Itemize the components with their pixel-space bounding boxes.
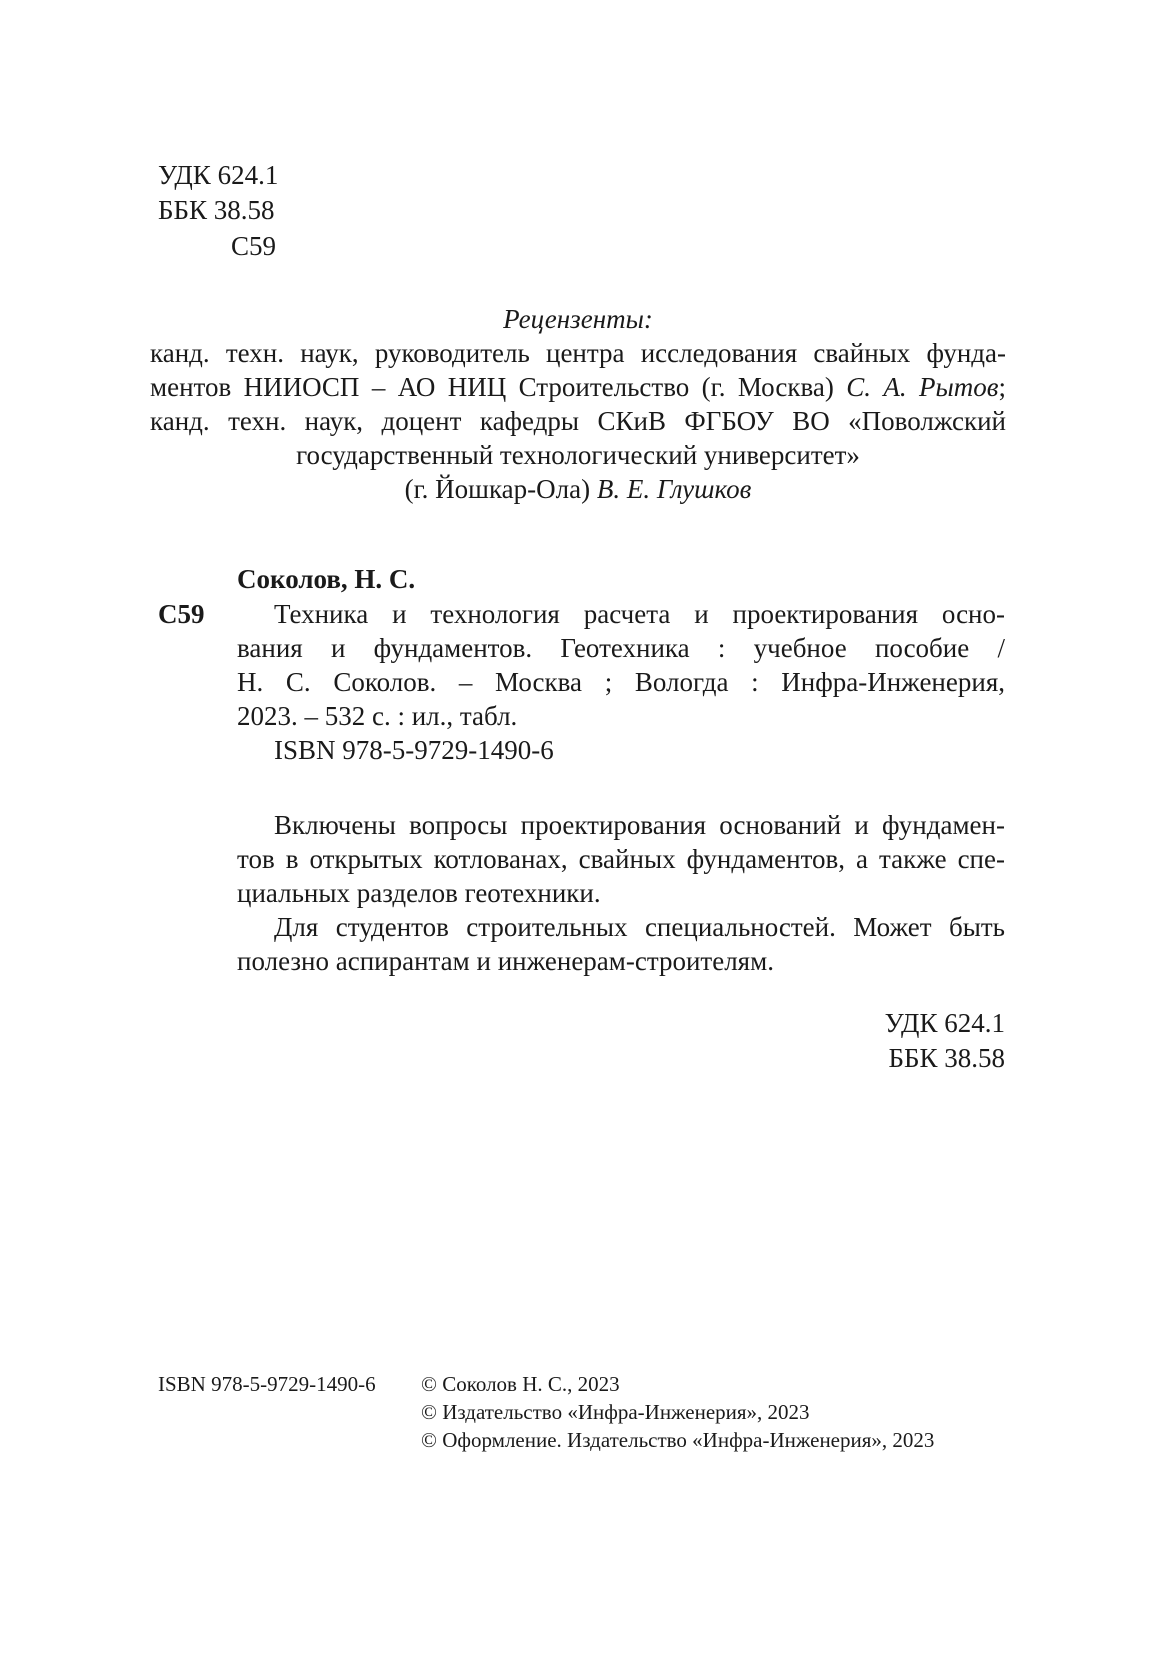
reviewer-line-5	[150, 472, 1006, 506]
annotation-line-2: тов в открытых котлованах, свайных фундаментов, а также спе-	[237, 844, 1005, 874]
record-line-1: Техника и технология расчета и проектирования осно-	[274, 599, 1005, 629]
record-line-2: вания и фундаментов. Геотехника : учебное пособие /	[237, 633, 1005, 663]
record-line-4: 2023. – 532 с. : ил., табл.	[237, 701, 518, 731]
reviewer-1-affiliation: ментов НИИОСП – АО НИЦ Строительство (г. Москва)	[150, 372, 847, 402]
reviewer-2-city: (г. Йошкар-Ола)	[404, 474, 597, 504]
record-description	[237, 597, 1005, 767]
reviewer-1-separator: ;	[998, 372, 1006, 402]
copyright-author: © Соколов Н. С., 2023	[421, 1372, 620, 1396]
copyright-publisher: © Издательство «Инфра-Инженерия», 2023	[421, 1400, 810, 1424]
reviewer-line-4: государственный технологический университет»	[296, 440, 860, 470]
reviewers-block	[150, 302, 1006, 506]
author-mark-top: С59	[231, 231, 277, 261]
annotation-block	[237, 808, 1005, 978]
copyright-isbn: ISBN 978-5-9729-1490-6	[158, 1372, 376, 1396]
annotation-line-4: Для студентов строительных специальностей. Может быть	[274, 912, 1005, 942]
bbk-code-bottom: ББК 38.58	[888, 1043, 1005, 1073]
udk-code-bottom: УДК 624.1	[884, 1008, 1005, 1038]
reviewer-line-2	[150, 370, 1006, 404]
udk-code-top: УДК 624.1	[158, 160, 279, 190]
record-author: Соколов, Н. С.	[237, 564, 416, 594]
reviewer-1-name: С. А. Рытов	[846, 372, 999, 402]
record-line-3: Н. С. Соколов. – Москва ; Вологда : Инфра-Инженерия,	[237, 667, 1005, 697]
annotation-line-3: циальных разделов геотехники.	[237, 878, 601, 908]
reviewer-2-name: В. Е. Глушков	[596, 474, 752, 504]
record-isbn: ISBN 978-5-9729-1490-6	[274, 735, 554, 765]
bbk-code-top: ББК 38.58	[158, 195, 275, 225]
reviewers-heading: Рецензенты:	[503, 304, 653, 334]
reviewer-line-3: канд. техн. наук, доцент кафедры СКиВ ФГБОУ ВО «Поволжский	[150, 406, 1006, 436]
record-author-mark: С59	[158, 599, 205, 629]
reviewer-line-1: канд. техн. наук, руководитель центра исследования свайных фунда-	[150, 338, 1006, 368]
annotation-line-1: Включены вопросы проектирования оснований и фундамен-	[274, 810, 1005, 840]
copyright-design: © Оформление. Издательство «Инфра-Инженерия», 2023	[421, 1428, 935, 1452]
annotation-line-5: полезно аспирантам и инженерам-строителям.	[237, 946, 774, 976]
